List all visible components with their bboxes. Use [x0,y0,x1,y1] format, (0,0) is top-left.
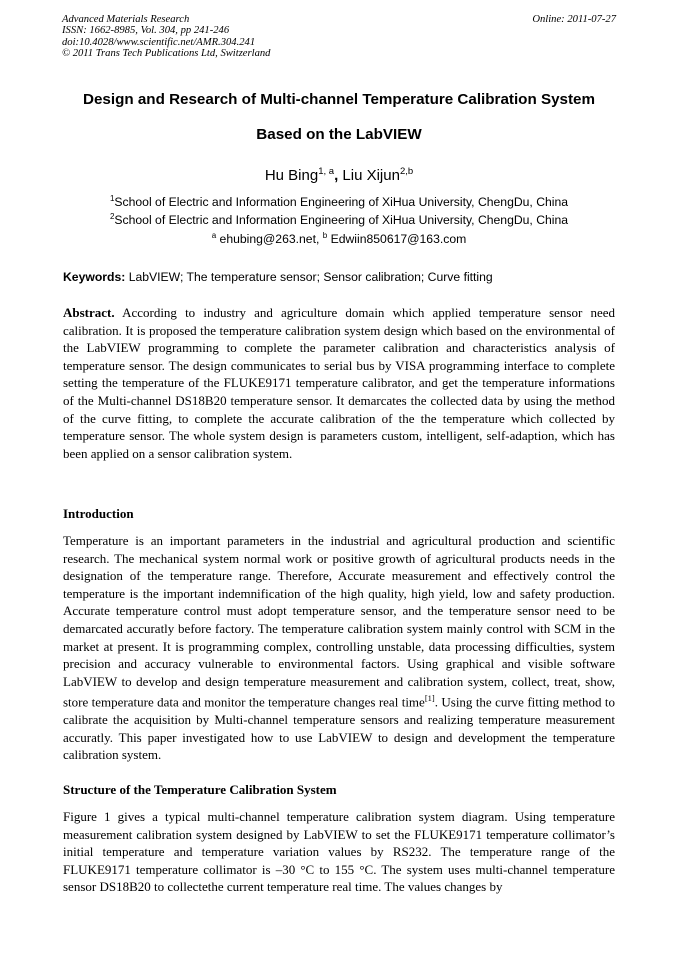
structure-paragraph: Figure 1 gives a typical multi-channel temperature calibration system diagram. Using temperature measurement calibration system designed by LabVIEW to set the FLUKE9171 temperature collimator’s initial temperature and temperature variation values by RS232. The temperature range of the FLUKE9171 temperature collimator is –30 °C to 155 °C. The system uses multi-channel temperature sensor DS18B20 to collectethe current temperature real time. The values changes by [63,809,615,895]
author-2-name: Liu Xijun [342,167,400,184]
author-list [0,166,678,184]
structure-heading: Structure of the Temperature Calibration System [63,782,337,797]
issn-line: ISSN: 1662-8985, Vol. 304, pp 241-246 [62,25,230,37]
affiliation-2-superscript: 2 [109,212,115,221]
paper-title-line2: Based on the LabVIEW [256,126,422,143]
introduction-paragraph [63,532,615,764]
introduction-text-1: Temperature is an important parameters in the industrial and agricultural production and scientific research. The mechanical system normal work or positive growth of agricultural products needs in the designation of the temperature range. Therefore, Accurate measurement and effectively control the temperature is the important indemnification of the high quality, high yield, low and safety production. Accurate temperature control must adopt temperature sensor, and the temperature sensor need to be demarcated accuratly before factory. The temperature calibration system mainly control with SCM in the market at present. It is programming complex, controlling unstable, data processing difficulties, system precision and accuracy vulnerable to environmental factors. Using graphical and visible software LabVIEW to develop and design temperature measurement and calibration system, collect, treat, show, store temperature data and monitor the temperature changes real time [63,533,615,710]
abstract-label: Abstract. [63,305,115,320]
affiliation-1-text: School of Electric and Information Engineering of XiHua University, ChengDu, China [114,195,569,210]
online-date: Online: 2011-07-27 [532,14,616,25]
citation-ref: [1] [424,693,435,704]
email-a: ehubing@263.net, [216,232,323,247]
email-line [0,231,678,246]
keywords-label: Keywords: [63,270,126,284]
affiliation-2 [0,212,678,227]
affiliation-2-text: School of Electric and Information Engineering of XiHua University, ChengDu, China [114,213,569,228]
journal-name: Advanced Materials Research [62,14,190,25]
abstract-text: According to industry and agriculture domain which applied temperature sensor need calibration. It is proposed the temperature calibration system design which based on the environmental of the LabVIEW programming to complete the parameter calibration and characteristics analysis of temperature sensor. The design communicates to serial bus by VISA programming interface to complete setting the temperature of the FLUKE9171 temperature calibrator, and get the temperature informations of the Multi-channel DS18B20 temperature sensor. It demarcates the collected data by using the method of the curve fitting, to complete the accurate calibration of the the temperature which collected by temperature sensor. The whole system design is parameters custom, intelligent, self-adaption, which has been applied on a sensor calibration system. [63,305,615,461]
author-separator: , [334,167,343,184]
introduction-heading: Introduction [63,506,134,521]
doi-line: doi:10.4028/www.scientific.net/AMR.304.241 [62,36,256,48]
email-b: Edwiin850617@163.com [327,232,467,247]
affiliation-1 [0,194,678,209]
author-1-superscript: 1, a [318,166,335,177]
introduction-text-2: . Using the curve fitting method to calibrate the acquisition by Multi-channel temperature sensors and realizing temperature measurement accuratly. This paper investigated how to use LabVIEW to design and development the temperature calibration system. [63,694,615,763]
abstract [63,304,615,462]
affiliation-1-superscript: 1 [109,194,115,203]
author-1-name: Hu Bing [264,167,319,184]
copyright-line: © 2011 Trans Tech Publications Ltd, Switzerland [62,48,271,60]
journal-header [62,14,616,60]
email-b-superscript: b [322,231,328,240]
paper-title-line1: Design and Research of Multi-channel Temperature Calibration System [83,91,595,108]
author-2-superscript: 2,b [399,166,414,177]
keywords-text: LabVIEW; The temperature sensor; Sensor calibration; Curve fitting [125,270,493,284]
keywords [63,270,615,284]
email-a-superscript: a [211,231,217,240]
